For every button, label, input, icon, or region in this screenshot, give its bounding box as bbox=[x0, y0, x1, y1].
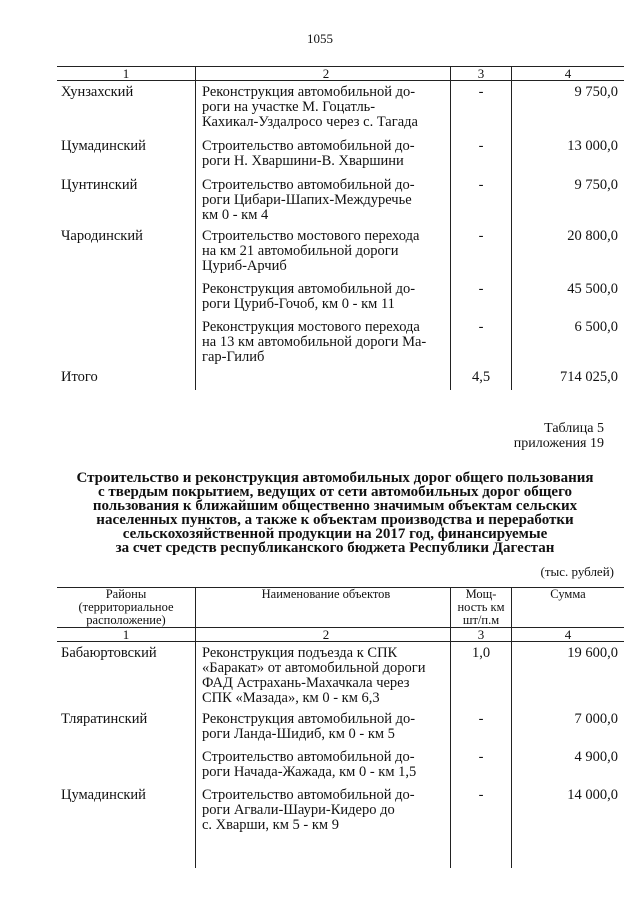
capacity-cell: - bbox=[451, 81, 512, 139]
object-cell: Реконструкция подъезда к СПК «Баракат» от автомобильной дороги ФАД Астрахань-Махачкала через СПК «Мазада», км 0 - км 6,3 bbox=[196, 642, 451, 712]
col-num-1: 1 bbox=[57, 67, 196, 81]
table-caption: Таблица 5 приложения 19 bbox=[513, 421, 604, 451]
table-row bbox=[57, 139, 624, 178]
district-cell: Тляратинский bbox=[61, 710, 148, 727]
page-number: 1055 bbox=[307, 31, 333, 46]
capacity-cell: - bbox=[451, 320, 512, 370]
table-row bbox=[57, 81, 624, 139]
total-label: Итого bbox=[61, 368, 98, 385]
col-num-3: 3 bbox=[451, 628, 512, 642]
column-number-row bbox=[57, 628, 624, 642]
header-object: Наименование объектов bbox=[196, 588, 451, 628]
total-sum: 714 025,0 bbox=[512, 370, 625, 390]
capacity-cell: - bbox=[451, 282, 512, 320]
roads-table bbox=[57, 587, 624, 868]
col-num-4: 4 bbox=[512, 628, 625, 642]
col-num-2: 2 bbox=[196, 628, 451, 642]
district-cell: Цумадинский bbox=[61, 137, 146, 154]
capacity-cell: - bbox=[451, 712, 512, 750]
units-label: (тыс. рублей) bbox=[540, 564, 614, 579]
table-row bbox=[57, 282, 624, 320]
total-row bbox=[57, 370, 624, 390]
object-cell: Строительство автомобильной до- роги Начада-Жажада, км 0 - км 1,5 bbox=[196, 750, 451, 788]
object-cell: Строительство мостового перехода на км 21 автомобильной дороги Цуриб-Арчиб bbox=[196, 229, 451, 282]
sum-cell: 14 000,0 bbox=[512, 788, 625, 868]
sum-cell: 9 750,0 bbox=[512, 81, 625, 139]
capacity-cell: - bbox=[451, 178, 512, 229]
column-number-row bbox=[57, 67, 624, 81]
object-cell: Реконструкция автомобильной до- роги Цуриб-Гочоб, км 0 - км 11 bbox=[196, 282, 451, 320]
table-row bbox=[57, 178, 624, 229]
total-empty-cell bbox=[196, 370, 451, 390]
capacity-cell: 1,0 bbox=[451, 642, 512, 712]
header-sum: Сумма bbox=[512, 588, 625, 628]
sum-cell: 45 500,0 bbox=[512, 282, 625, 320]
sum-cell: 19 600,0 bbox=[512, 642, 625, 712]
object-cell: Строительство автомобильной до- роги Н. Хваршини-В. Хваршини bbox=[196, 139, 451, 178]
table-row bbox=[57, 229, 624, 282]
district-cell bbox=[57, 282, 196, 320]
capacity-cell: - bbox=[451, 229, 512, 282]
capacity-cell: - bbox=[451, 750, 512, 788]
header-row bbox=[57, 588, 624, 628]
object-cell: Строительство автомобильной до- роги Цибари-Шапих-Междуречье км 0 - км 4 bbox=[196, 178, 451, 229]
sum-cell: 4 900,0 bbox=[512, 750, 625, 788]
capacity-cell: - bbox=[451, 788, 512, 868]
district-cell: Бабаюртовский bbox=[61, 645, 157, 661]
col-num-1: 1 bbox=[57, 628, 196, 642]
object-cell: Реконструкция мостового перехода на 13 км автомобильной дороги Ма- гар-Гилиб bbox=[196, 320, 451, 370]
col-num-3: 3 bbox=[451, 67, 512, 81]
table-row bbox=[57, 642, 624, 712]
table-row bbox=[57, 750, 624, 788]
sum-cell: 20 800,0 bbox=[512, 229, 625, 282]
object-cell: Строительство автомобильной до- роги Агвали-Шаури-Кидеро до с. Хварши, км 5 - км 9 bbox=[196, 788, 451, 868]
col-num-2: 2 bbox=[196, 67, 451, 81]
sum-cell: 6 500,0 bbox=[512, 320, 625, 370]
continued-table bbox=[57, 66, 624, 390]
sum-cell: 13 000,0 bbox=[512, 139, 625, 178]
object-cell: Реконструкция автомобильной до- роги на участке М. Гоцатль- Кахикал-Уздалросо через с. Тагада bbox=[196, 81, 451, 139]
object-cell: Реконструкция автомобильной до- роги Ланда-Шидиб, км 0 - км 5 bbox=[196, 712, 451, 750]
total-capacity: 4,5 bbox=[451, 370, 512, 390]
sum-cell: 7 000,0 bbox=[512, 712, 625, 750]
district-cell: Хунзахский bbox=[61, 84, 134, 100]
district-cell: Цунтинский bbox=[61, 176, 138, 193]
capacity-cell: - bbox=[451, 139, 512, 178]
section-title: Строительство и реконструкция автомобильных дорог общего пользования с твердым покрытием, ведущих от сети автомобильных дорог общего пользования к ближайшим общественно значимым объектам сельских населенных пунктов, а также к объектам производства и переработки сельскохозяйственной продукции на 2017 год, финансируемые за счет средств республиканского бюджета Республики Дагестан bbox=[76, 470, 594, 556]
col-num-4: 4 bbox=[512, 67, 625, 81]
table-row bbox=[57, 712, 624, 750]
district-cell bbox=[57, 320, 196, 370]
header-capacity: Мощ- ность км шт/п.м bbox=[451, 588, 512, 628]
district-cell: Чародинский bbox=[61, 227, 143, 244]
header-district: Районы (территориальное расположение) bbox=[57, 588, 196, 628]
sum-cell: 9 750,0 bbox=[512, 178, 625, 229]
table-row bbox=[57, 320, 624, 370]
table-row bbox=[57, 788, 624, 868]
district-cell: Цумадинский bbox=[61, 786, 146, 803]
district-cell bbox=[57, 750, 196, 788]
